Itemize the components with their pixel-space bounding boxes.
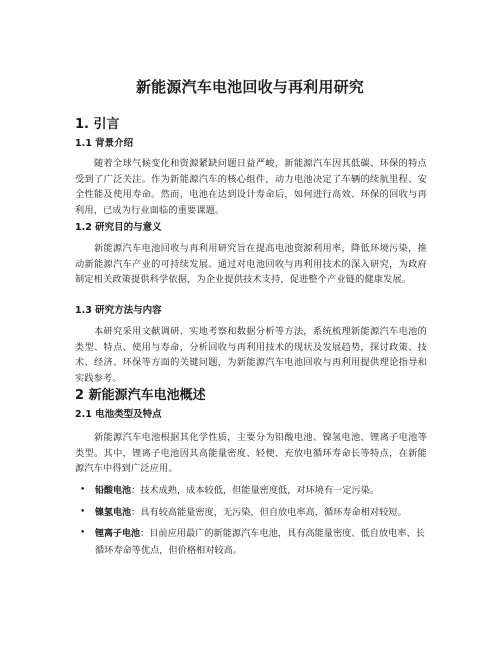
section-heading-battery-overview: 2 新能源汽车电池概述 bbox=[75, 388, 206, 403]
list-item bbox=[75, 526, 427, 558]
subsection-heading-purpose: 1.2 研究目的与意义 bbox=[75, 222, 162, 233]
bullet-icon: • bbox=[80, 485, 86, 495]
document-title: 新能源汽车电池回收与再利用研究 bbox=[135, 78, 364, 96]
list-item-term: 锂离子电池 bbox=[95, 529, 141, 539]
subsection-heading-methods: 1.3 研究方法与内容 bbox=[75, 305, 162, 316]
paragraph-battery-types: 新能源汽车电池根据其化学性质，主要分为铅酸电池、镍氢电池、锂离子电池等类型。其中，锂离子电池因其高能量密度、轻便、充放电循环寿命长等特点，在新能源汽车中得到广泛应用。 bbox=[75, 432, 427, 474]
list-item-desc: ：目前应用最广的新能源汽车电池，具有高能量密度、低自放电率、长循环寿命等优点，但价格相对较高。 bbox=[95, 528, 425, 556]
bullet-icon: • bbox=[80, 528, 86, 538]
paragraph-background: 随着全球气候变化和资源紧缺问题日益严峻，新能源汽车因其低碳、环保的特点受到了广泛关注。作为新能源汽车的核心组件，动力电池决定了车辆的续航里程、安全性能及使用寿命。然而，电池在达到设计寿命后，如何进行高效、环保的回收与再利用，已成为行业面临的重要课题。 bbox=[75, 158, 427, 216]
list-item bbox=[75, 483, 427, 500]
list-item bbox=[75, 505, 427, 522]
list-item-term: 镍氢电池 bbox=[95, 507, 132, 518]
section-heading-introduction: 1. 引言 bbox=[75, 117, 120, 132]
bullet-icon: • bbox=[80, 506, 86, 517]
list-item-desc: ：技术成熟，成本较低，但能量密度低，对环境有一定污染。 bbox=[131, 485, 380, 496]
subsection-heading-background: 1.1 背景介绍 bbox=[75, 138, 134, 149]
paragraph-purpose: 新能源汽车电池回收与再利用研究旨在提高电池资源利用率，降低环境污染，推动新能源汽车产业的可持续发展。通过对电池回收与再利用技术的深入研究，为政府制定相关政策提供科学依据，为企业提供技术支持，促进整个产业链的健康发展。 bbox=[75, 243, 427, 285]
list-item-term: 铅酸电池 bbox=[95, 486, 132, 496]
paragraph-methods: 本研究采用文献调研、实地考察和数据分析等方法，系统梳理新能源汽车电池的类型、特点、使用与寿命，分析回收与再利用技术的现状及发展趋势，探讨政策、技术、经济、环保等方面的关键问题，为新能源汽车电池回收与再利用提供理论指导和实践参考。 bbox=[75, 326, 427, 384]
list-item-desc: ：具有较高能量密度，无污染，但自放电率高，循环寿命相对较短。 bbox=[131, 506, 407, 518]
battery-type-list bbox=[75, 483, 427, 563]
subsection-heading-battery-types: 2.1 电池类型及特点 bbox=[75, 409, 162, 420]
